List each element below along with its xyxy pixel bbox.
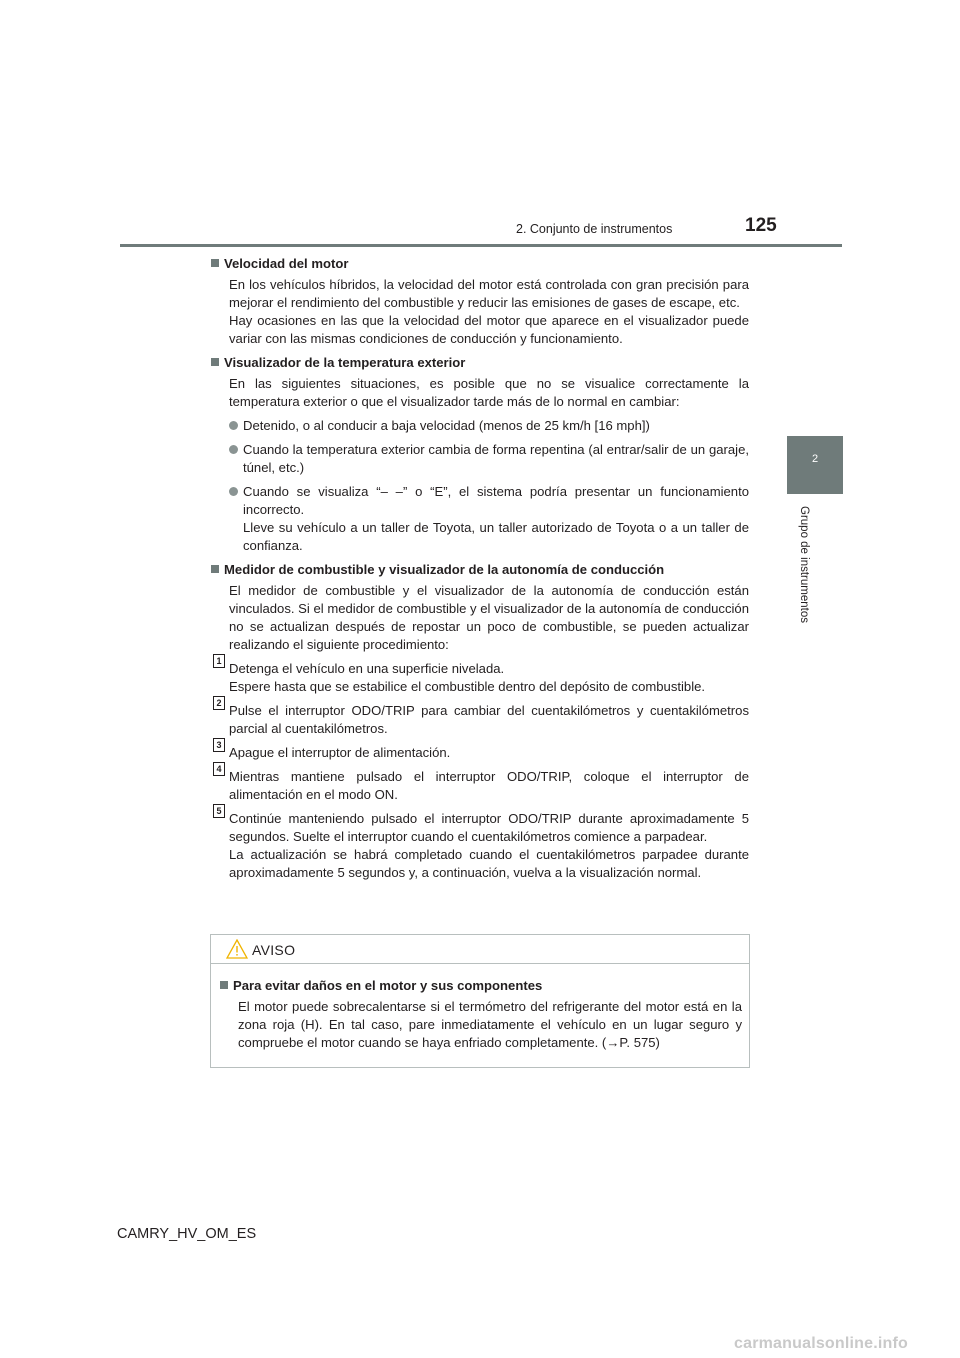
step-number: 4 bbox=[213, 762, 225, 776]
square-bullet-icon bbox=[211, 259, 219, 267]
running-header-section: 2. Conjunto de instrumentos bbox=[516, 222, 673, 236]
notice-body bbox=[220, 977, 742, 1052]
chapter-tab bbox=[787, 436, 843, 494]
paragraph: En las siguientes situaciones, es posible que no se visualice correctamente la temperatura exterior o que el visualizador tarde más de lo normal en cambiar: bbox=[229, 376, 749, 409]
list-item: Detenido, o al conducir a baja velocidad (menos de 25 km/h [16 mph]) bbox=[229, 417, 749, 435]
paragraph: En los vehículos híbridos, la velocidad del motor está controlada con gran precisión para mejorar el rendimiento del combustible y reducir las emisiones de gases de escape, etc. bbox=[229, 277, 749, 310]
paragraph: Hay ocasiones en las que la velocidad del motor que aparece en el visualizador puede variar con las mismas condiciones de conducción y funcionamiento. bbox=[229, 313, 749, 346]
section-title: Visualizador de la temperatura exterior bbox=[211, 354, 749, 372]
warning-notice-box bbox=[210, 934, 750, 1068]
section-title: Velocidad del motor bbox=[211, 255, 749, 273]
notice-heading: Para evitar daños en el motor y sus componentes bbox=[220, 977, 742, 995]
notice-title: AVISO bbox=[252, 942, 296, 958]
chapter-tab-label: Grupo de instrumentos bbox=[798, 506, 810, 623]
paragraph: El medidor de combustible y el visualizador de la autonomía de conducción están vinculados. Si el medidor de combustible y el visualizador de la autonomía de conducción no se actualizan después de repostar un poco de combustible, se pueden actualizar realizando el siguiente procedimiento: bbox=[229, 583, 749, 652]
document-code: CAMRY_HV_OM_ES bbox=[117, 1226, 257, 1242]
procedure-step: 5 Continúe manteniendo pulsado el interruptor ODO/TRIP durante aproximadamente 5 segundos. Suelte el interruptor cuando el cuentakilómetros comience a parpadear. La actualización se habrá completado cuando el cuentakilómetros parpadee durante aproximadamente 5 segundos y, a continuación, vuelva a la visualización normal. bbox=[213, 810, 749, 882]
step-number: 1 bbox=[213, 654, 225, 668]
list-item: Cuando se visualiza “– –” o “E”, el sistema podría presentar un funcionamiento incorrecto. Lleve su vehículo a un taller de Toyota, un taller autorizado de Toyota o a un taller de confianza. bbox=[229, 483, 749, 555]
chapter-tab-number: 2 bbox=[811, 453, 819, 465]
square-bullet-icon bbox=[220, 981, 228, 989]
page-number: 125 bbox=[745, 215, 777, 236]
step-number: 2 bbox=[213, 696, 225, 710]
procedure-step: 2 Pulse el interruptor ODO/TRIP para cambiar del cuentakilómetros y cuentakilómetros parcial al cuentakilómetros. bbox=[213, 702, 749, 738]
round-bullet-icon bbox=[229, 487, 238, 496]
round-bullet-icon bbox=[229, 421, 238, 430]
watermark: carmanualsonline.info bbox=[734, 1335, 909, 1352]
notice-header bbox=[211, 935, 749, 964]
section-fuel-gauge bbox=[211, 561, 749, 882]
step-number: 5 bbox=[213, 804, 225, 818]
main-content bbox=[211, 255, 749, 888]
section-title: Medidor de combustible y visualizador de la autonomía de conducción bbox=[211, 561, 749, 579]
header-rule bbox=[120, 244, 842, 247]
square-bullet-icon bbox=[211, 358, 219, 366]
square-bullet-icon bbox=[211, 565, 219, 573]
procedure-step: 1 Detenga el vehículo en una superficie nivelada. Espere hasta que se estabilice el combustible dentro del depósito de combustible. bbox=[213, 660, 749, 696]
round-bullet-icon bbox=[229, 445, 238, 454]
notice-text: El motor puede sobrecalentarse si el termómetro del refrigerante del motor está en la zona roja (H). En tal caso, pare inmediatamente el vehículo en un lugar seguro y compruebe el motor cuando se haya enfriado completamente. (→P. 575) bbox=[238, 999, 742, 1050]
procedure-step: 3 Apague el interruptor de alimentación. bbox=[213, 744, 749, 762]
section-outside-temperature bbox=[211, 354, 749, 555]
list-item: Cuando la temperatura exterior cambia de forma repentina (al entrar/salir de un garaje, túnel, etc.) bbox=[229, 441, 749, 477]
procedure-step: 4 Mientras mantiene pulsado el interruptor ODO/TRIP, coloque el interruptor de alimentación en el modo ON. bbox=[213, 768, 749, 804]
warning-triangle-icon bbox=[226, 939, 248, 959]
step-number: 3 bbox=[213, 738, 225, 752]
section-engine-speed bbox=[211, 255, 749, 348]
